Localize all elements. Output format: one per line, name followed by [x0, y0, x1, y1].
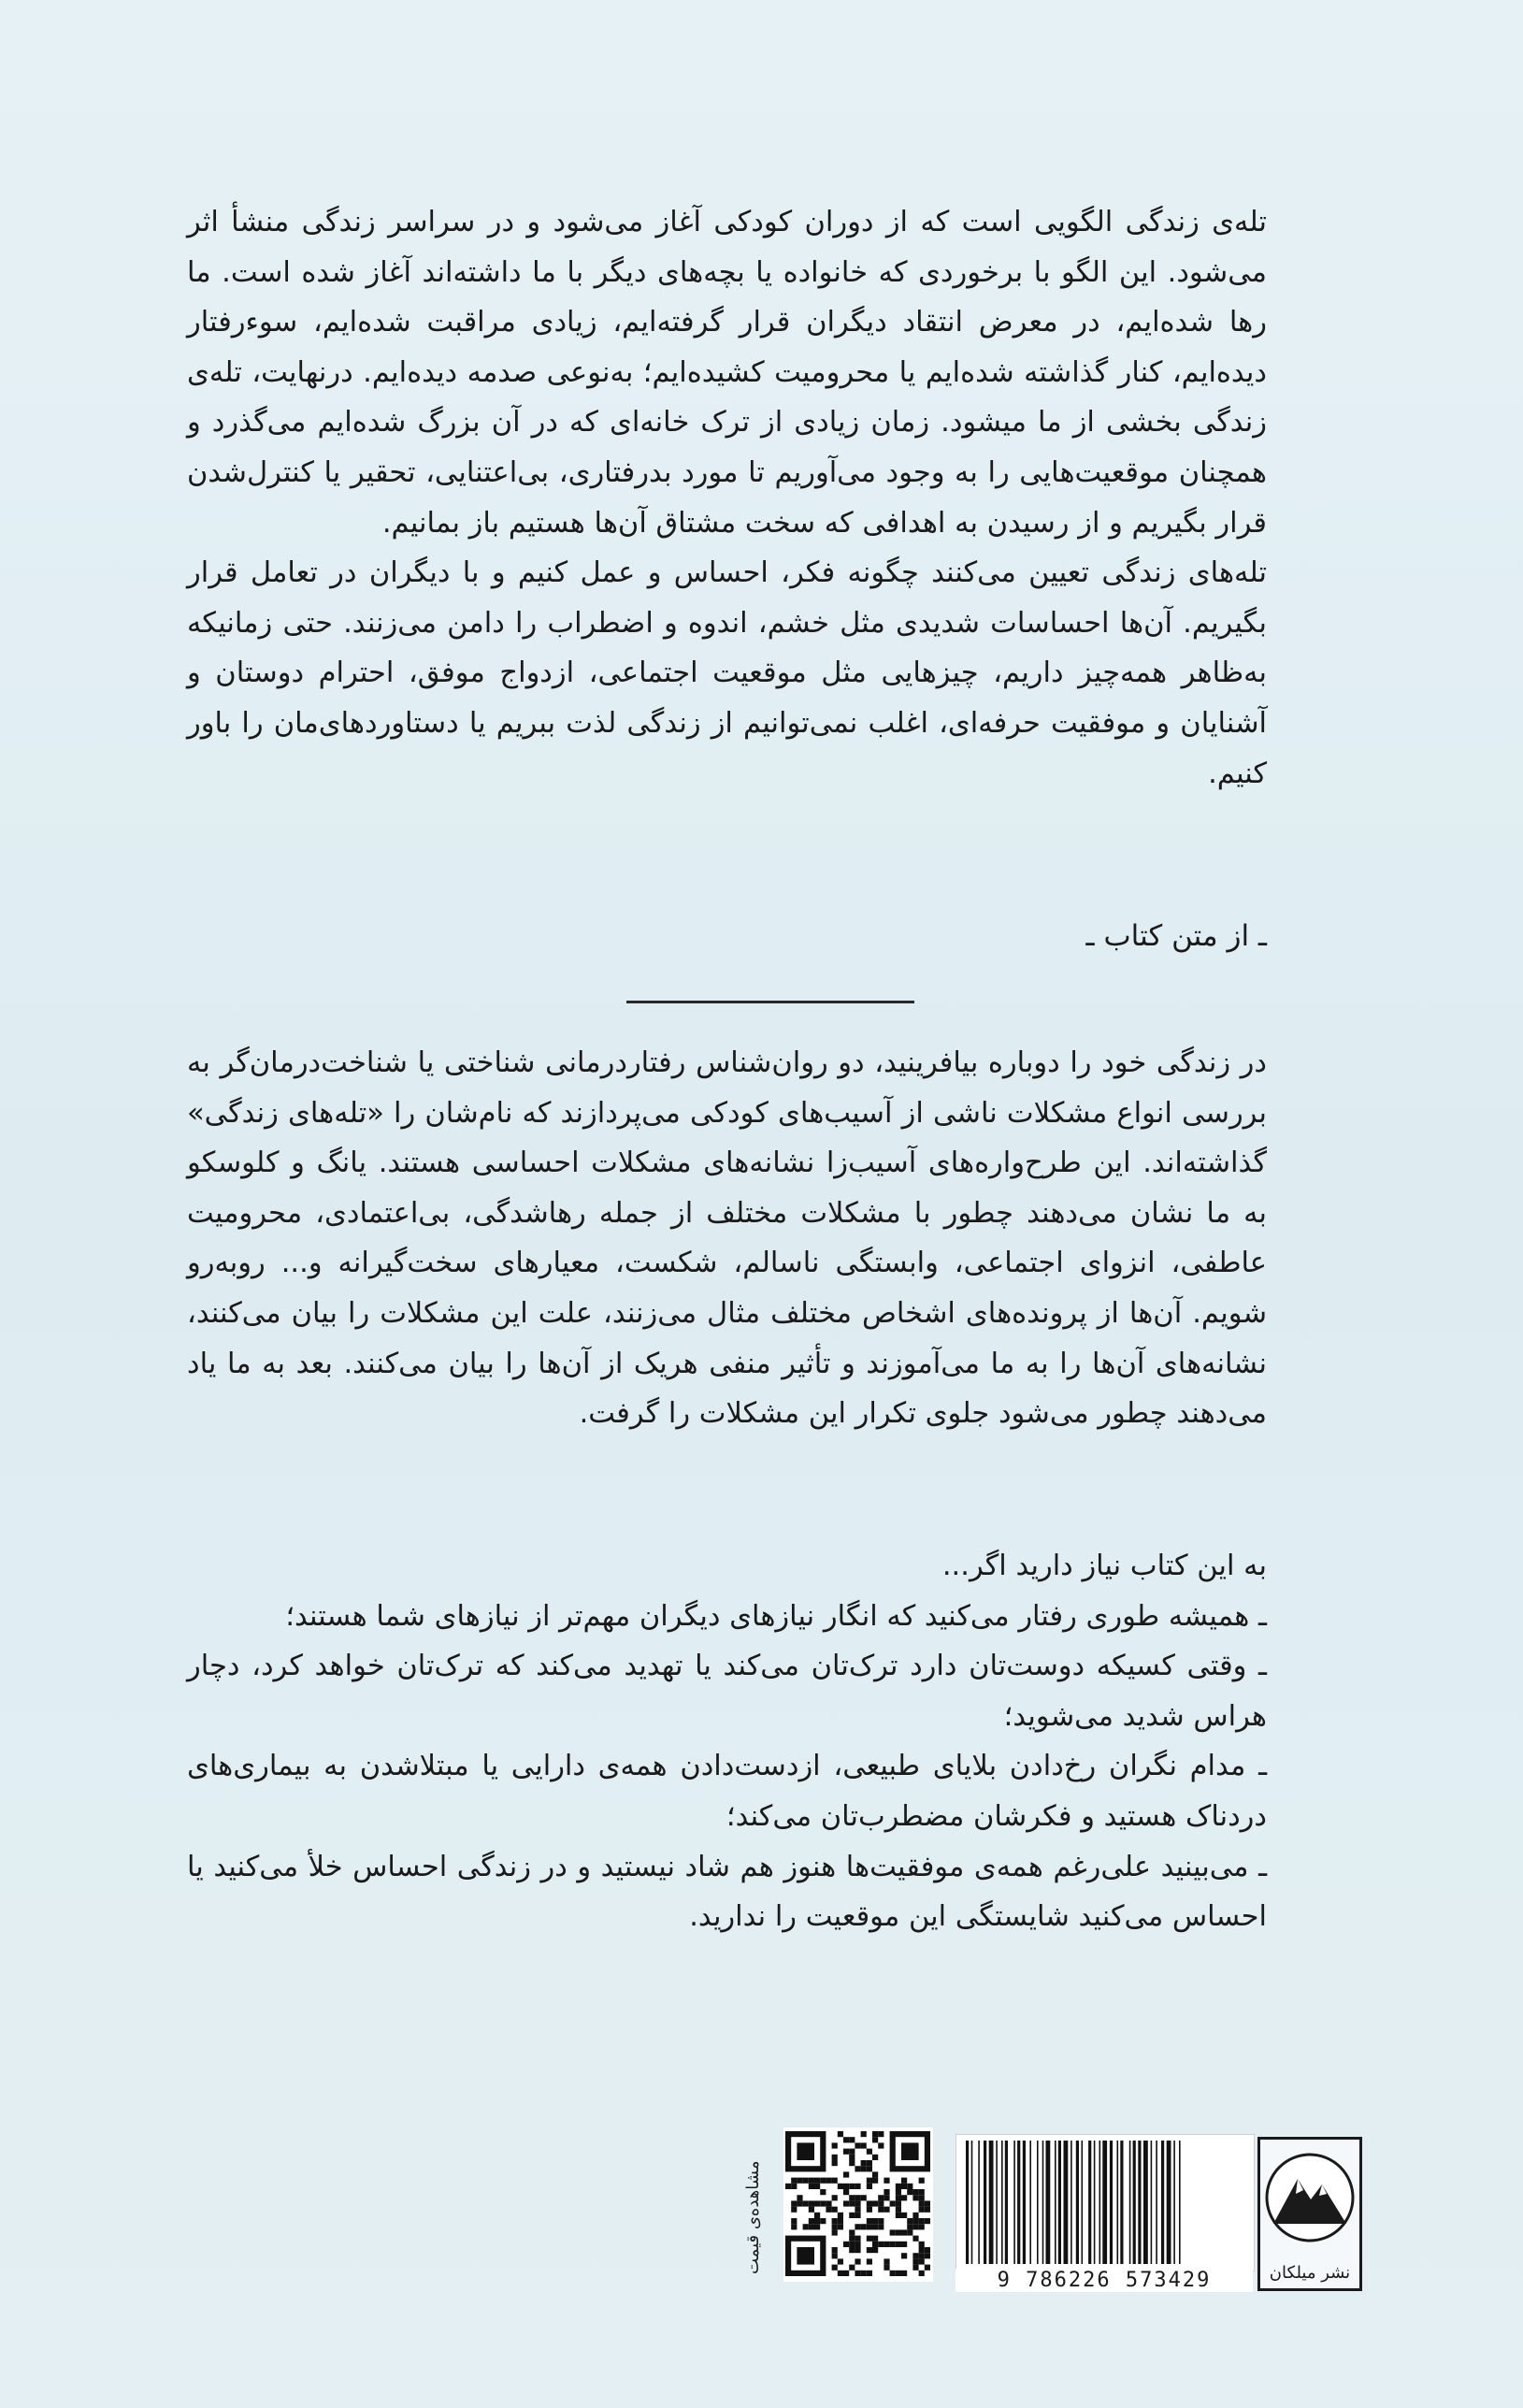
qr-code-icon [783, 2127, 933, 2282]
excerpt-paragraph-1: تله‌ی زندگی الگویی است که از دوران کودکی آغاز می‌شود و در سراسر زندگی منشأ اثر می‌شود. این الگو با برخوردی که خانواده یا بچه‌های دیگر با ما داشته‌اند آغاز شده است. ما رها شده‌ایم، در معرض انتقاد دیگران قرار گرفته‌ایم، زیادی مراقبت شده‌ایم، سوءرفتار دیده‌ایم، کنار گذاشته شده‌ایم یا محرومیت کشیده‌ایم؛ به‌نوعی صدمه دیده‌ایم. درنهایت، تله‌ی زندگی بخشی از ما میشود. زمان زیادی از ترک خانه‌ای که در آن بزرگ شده‌ایم می‌گذرد و همچنان موقعیت‌هایی را به وجود می‌آوریم تا مورد بدرفتاری، بی‌اعتنایی، تحقیر یا کنترل‌شدن قرار بگیریم و از رسیدن به اهدافی که سخت مشتاق آن‌ها هستیم باز بمانیم. [187, 206, 1267, 540]
book-description-section [187, 1038, 1267, 1439]
excerpt-paragraph-2: تله‌های زندگی تعیین می‌کنند چگونه فکر، احساس و عمل کنیم و با دیگران در تعامل قرار بگیریم. آن‌ها احساسات شدیدی مثل خشم، اندوه و اضطراب را دامن می‌زنند. حتی زمانیکه به‌ظاهر همه‌چیز داریم، چیزهایی مثل موقعیت اجتماعی، ازدواج موفق، احترام دوستان و آشنایان و موفقیت حرفه‌ای، اغلب نمی‌توانیم از زندگی لذت ببریم یا دستاوردهای‌مان را باور کنیم. [187, 556, 1267, 790]
isbn-barcode [955, 2134, 1255, 2271]
needs-item: ـ می‌بینید علی‌رغم همه‌ی موفقیت‌ها هنوز هم شاد نیستید و در زندگی احساس خلأ می‌کنید یا احساس می‌کنید شایستگی این موقعیت را ندارید. [187, 1850, 1267, 1934]
needs-section [187, 1541, 1267, 1942]
needs-item: ـ همیشه طوری رفتار می‌کنید که انگار نیازهای دیگران مهم‌تر از نیازهای شما هستند؛ [285, 1599, 1267, 1633]
qr-code[interactable] [783, 2127, 933, 2282]
excerpt-source: ـ از متن کتاب ـ [1085, 919, 1267, 953]
publisher-logo [1257, 2137, 1362, 2291]
isbn-number: 9 786226 573429 [955, 2269, 1253, 2292]
publisher-name: نشر میلکان [1269, 2263, 1351, 2283]
book-description-paragraph: در زندگی خود را دوباره بیافرینید، دو روان‌شناس رفتاردرمانی شناختی یا شناخت‌درمان‌گر به بررسی انواع مشکلات ناشی از آسیب‌های کودکی می‌پردازند که نام‌شان را «تله‌های زندگی» گذاشته‌اند. این طرح‌واره‌های آسیب‌زا نشانه‌های مشکلات احساسی هستند. یانگ و کلوسکو به ما نشان می‌دهند چطور با مشکلات مختلف از جمله رهاشدگی، بی‌اعتمادی، محرومیت عاطفی، انزوای اجتماعی، وابستگی ناسالم، شکست، معیارهای سخت‌گیرانه و... روبه‌رو شویم. آن‌ها از پرونده‌های اشخاص مختلف مثال می‌زنند، علت این مشکلات را بیان می‌کنند، نشانه‌های آن‌ها را به ما می‌آموزند و تأثیر منفی هریک از آن‌ها را بیان می‌کنند. بعد به ما یاد می‌دهند چطور می‌شود جلوی تکرار این مشکلات را گرفت. [187, 1046, 1267, 1431]
needs-item: ـ مدام نگران رخ‌دادن بلایای طبیعی، ازدست‌دادن همه‌ی دارایی یا مبتلاشدن به بیماری‌های دردناک هستید و فکرشان مضطرب‌تان می‌کند؛ [187, 1750, 1267, 1833]
needs-item: ـ وقتی کسیکه دوست‌تان دارد ترک‌تان می‌کند یا تهدید می‌کند که ترک‌تان خواهد کرد، دچار هراس شدید می‌شوید؛ [187, 1650, 1267, 1733]
mountains-icon [1264, 2151, 1356, 2244]
qr-caption: مشاهده‌ی قیمت [743, 2160, 763, 2274]
section-divider [626, 1001, 914, 1003]
needs-intro: به این کتاب نیاز دارید اگر... [941, 1550, 1267, 1582]
barcode-icon [964, 2141, 1246, 2264]
excerpt-section [187, 197, 1267, 799]
